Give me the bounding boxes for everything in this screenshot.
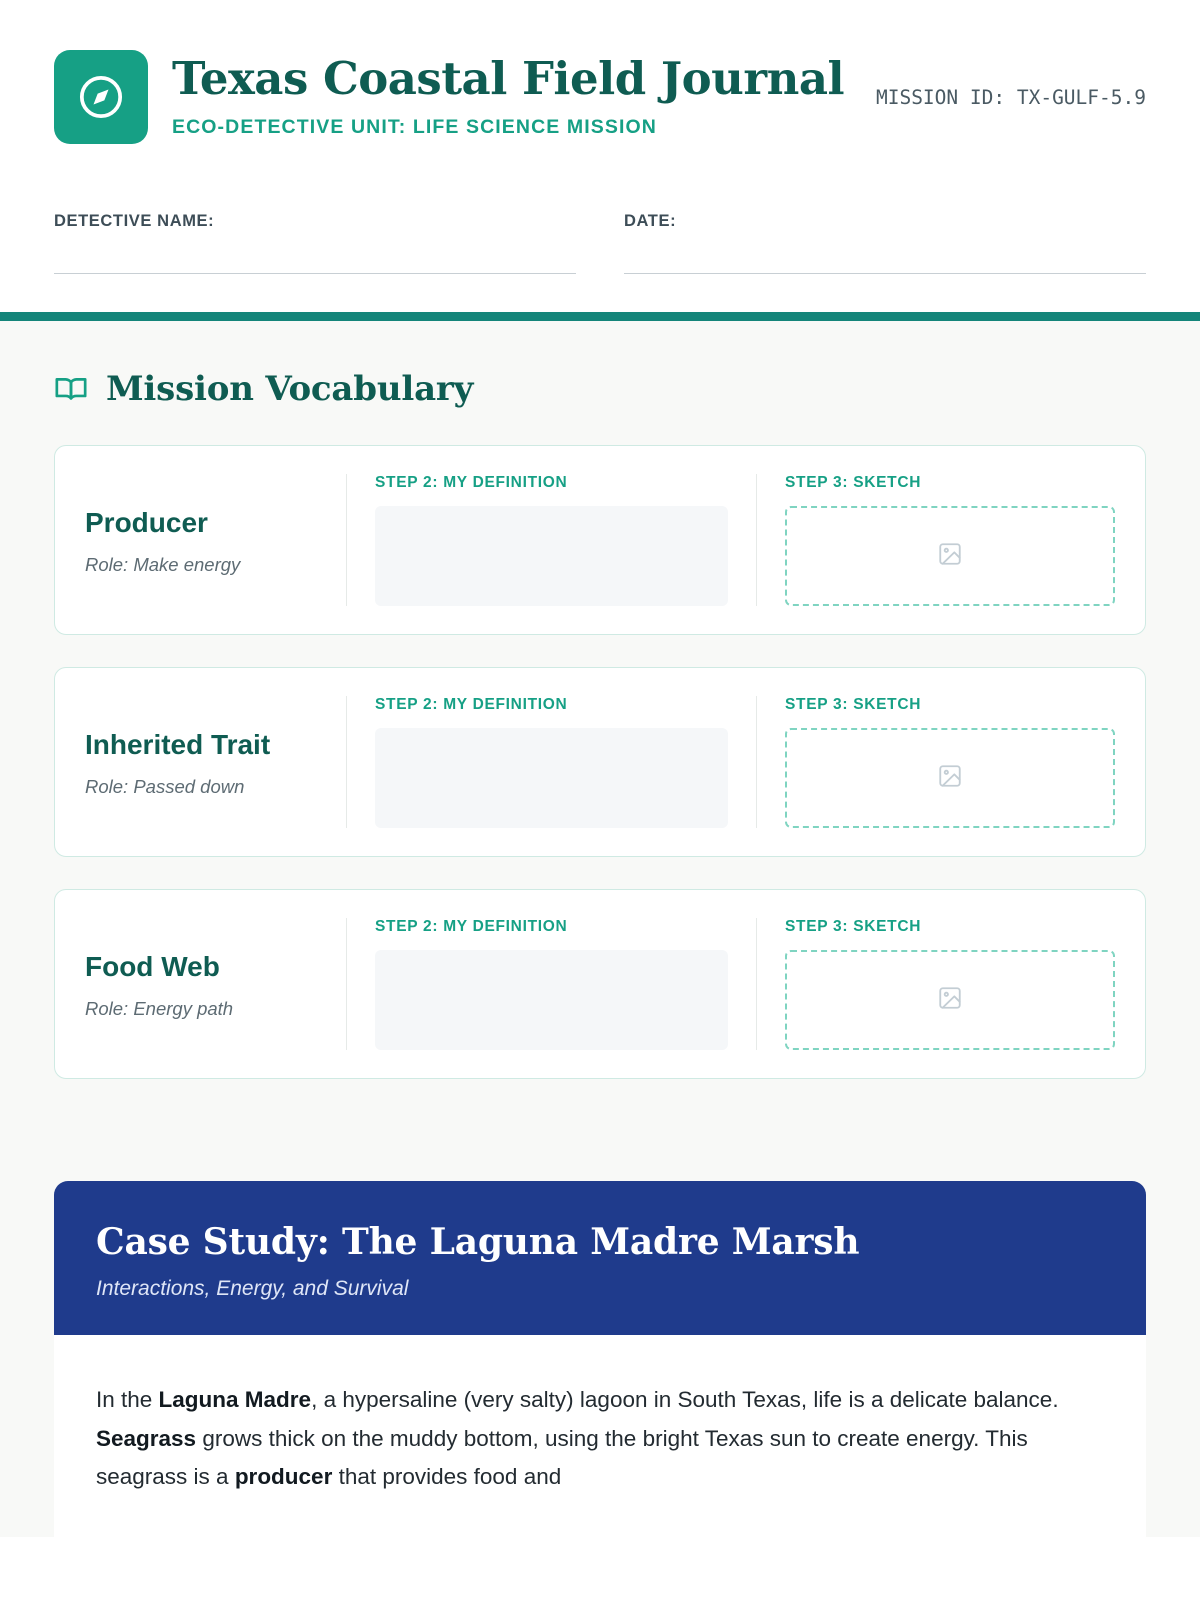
vocab-definition-cell — [347, 696, 757, 828]
section-divider — [0, 312, 1200, 321]
vocab-card — [54, 667, 1146, 857]
open-book-icon — [54, 372, 88, 406]
vocab-definition-cell — [347, 474, 757, 606]
case-study-body — [54, 1335, 1146, 1537]
page-title: Texas Coastal Field Journal — [172, 52, 845, 105]
date-input-line[interactable] — [624, 273, 1146, 274]
vocab-card — [54, 889, 1146, 1079]
sketch-area[interactable] — [785, 728, 1115, 828]
case-study-header — [54, 1181, 1146, 1335]
case-study-paragraph: In the Laguna Madre, a hypersaline (very salty) lagoon in South Texas, life is a delicate balance. Seagrass grows thick on the muddy bottom, using the bright Texas sun to create energy. This seagrass is a producer that provides food and — [96, 1387, 1059, 1490]
detective-name-input-line[interactable] — [54, 273, 576, 274]
compass-icon — [54, 50, 148, 144]
vocab-term-role: Role: Energy path — [85, 997, 234, 1019]
step2-label: STEP 2: MY DEFINITION — [375, 696, 568, 713]
step3-label: STEP 3: SKETCH — [785, 696, 922, 713]
vocab-term-role: Role: Passed down — [85, 775, 245, 797]
image-placeholder-icon — [937, 763, 963, 794]
vocab-sketch-cell — [757, 918, 1115, 1050]
vocab-term: Producer — [85, 507, 208, 539]
mission-id: MISSION ID: TX-GULF-5.9 — [875, 86, 1146, 109]
vocab-term-role: Role: Make energy — [85, 553, 241, 575]
mission-vocabulary-section — [0, 321, 1200, 1171]
vocab-term: Inherited Trait — [85, 729, 271, 761]
title-wrap — [172, 50, 866, 139]
detective-name-field[interactable] — [54, 212, 576, 274]
header-top-row — [54, 50, 1146, 144]
page-subtitle: ECO-DETECTIVE UNIT: LIFE SCIENCE MISSION — [172, 115, 657, 138]
page-header — [0, 0, 1200, 312]
identity-fields — [54, 212, 1146, 312]
step3-label: STEP 3: SKETCH — [785, 918, 922, 935]
definition-input[interactable] — [375, 728, 728, 828]
definition-input[interactable] — [375, 950, 728, 1050]
step2-label: STEP 2: MY DEFINITION — [375, 474, 568, 491]
vocab-definition-cell — [347, 918, 757, 1050]
image-placeholder-icon — [937, 985, 963, 1016]
vocabulary-title: Mission Vocabulary — [106, 369, 474, 409]
step2-label: STEP 2: MY DEFINITION — [375, 918, 568, 935]
detective-name-label: DETECTIVE NAME: — [54, 212, 215, 230]
vocab-sketch-cell — [757, 696, 1115, 828]
vocab-term-cell — [85, 918, 347, 1050]
date-label: DATE: — [624, 212, 677, 230]
sketch-area[interactable] — [785, 506, 1115, 606]
vocab-term: Food Web — [85, 951, 220, 983]
vocab-sketch-cell — [757, 474, 1115, 606]
vocabulary-heading-row — [54, 369, 1146, 409]
step3-label: STEP 3: SKETCH — [785, 474, 922, 491]
vocab-term-cell — [85, 696, 347, 828]
case-study-subtitle: Interactions, Energy, and Survival — [96, 1277, 409, 1300]
case-study-title: Case Study: The Laguna Madre Marsh — [96, 1221, 860, 1263]
vocab-card — [54, 445, 1146, 635]
case-study-card — [54, 1181, 1146, 1537]
definition-input[interactable] — [375, 506, 728, 606]
case-study-wrap — [0, 1171, 1200, 1537]
date-field[interactable] — [624, 212, 1146, 274]
vocab-term-cell — [85, 474, 347, 606]
image-placeholder-icon — [937, 541, 963, 572]
sketch-area[interactable] — [785, 950, 1115, 1050]
